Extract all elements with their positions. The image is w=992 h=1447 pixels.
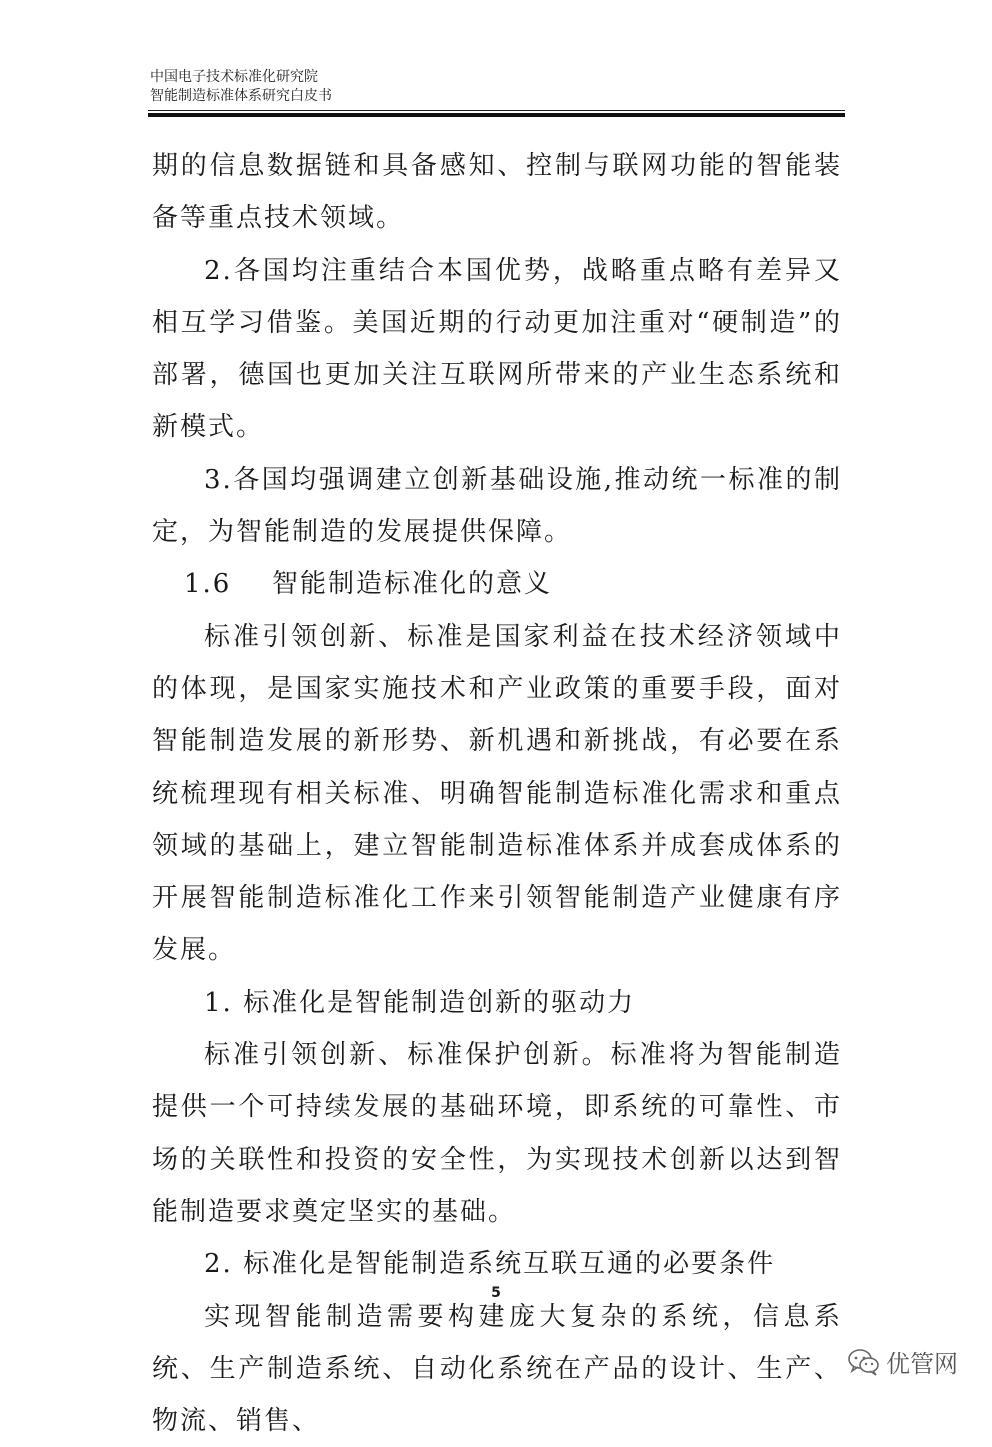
paragraph-significance: 标准引领创新、标准是国家利益在技术经济领域中的体现，是国家实施技术和产业政策的重要手段，面对智能制造发展的新形势、新机遇和新挑战，有必要在系统梳理现有相关标准、明确智能制造标准化需求和重点领域的基础上，建立智能制造标准体系并成套成体系的开展智能制造标准化工作来引领智能制造产业健康有序发展。	[152, 621, 842, 966]
paragraph-subheading-2-body: 实现智能制造需要构建庞大复杂的系统，信息系统、生产制造系统、自动化系统在产品的设计、生产、物流、销售、	[152, 1301, 842, 1437]
page-number: 5	[491, 1285, 501, 1301]
paragraph-subheading-1-body: 标准引领创新、标准保护创新。标准将为智能制造提供一个可持续发展的基础环境，即系统的可靠性、市场的关联性和投资的安全性，为实现技术创新以达到智能制造要求奠定坚实的基础。	[152, 1040, 842, 1227]
watermark	[848, 1344, 958, 1379]
paragraph-continuation: 期的信息数据链和具备感知、控制与联网功能的智能装备等重点技术领域。	[152, 151, 842, 234]
header-divider-thick	[148, 113, 845, 117]
subheading-2: 2. 标准化是智能制造系统互联互通的必要条件	[204, 1249, 776, 1280]
subheading-1: 1. 标准化是智能制造创新的驱动力	[204, 987, 636, 1018]
watermark-text: 优管网	[886, 1350, 958, 1378]
wechat-icon	[848, 1348, 880, 1376]
section-title: 智能制造标准化的意义	[272, 569, 553, 600]
paragraph-point-3: 3.各国均强调建立创新基础设施,推动统一标准的制定，为智能制造的发展提供保障。	[152, 464, 842, 548]
section-heading	[152, 558, 842, 610]
header-divider-thin	[148, 110, 845, 111]
header-org: 中国电子技术标准化研究院	[150, 69, 318, 85]
page-header	[150, 68, 850, 106]
paragraph-point-2: 2.各国均注重结合本国优势，战略重点略有差异又相互学习借鉴。美国近期的行动更加注重对“硬制造”的部署，德国也更加关注互联网所带来的产业生态系统和新模式。	[152, 255, 842, 443]
header-title: 智能制造标准体系研究白皮书	[150, 88, 332, 104]
document-body	[152, 140, 842, 1447]
section-number: 1.6	[184, 569, 232, 600]
